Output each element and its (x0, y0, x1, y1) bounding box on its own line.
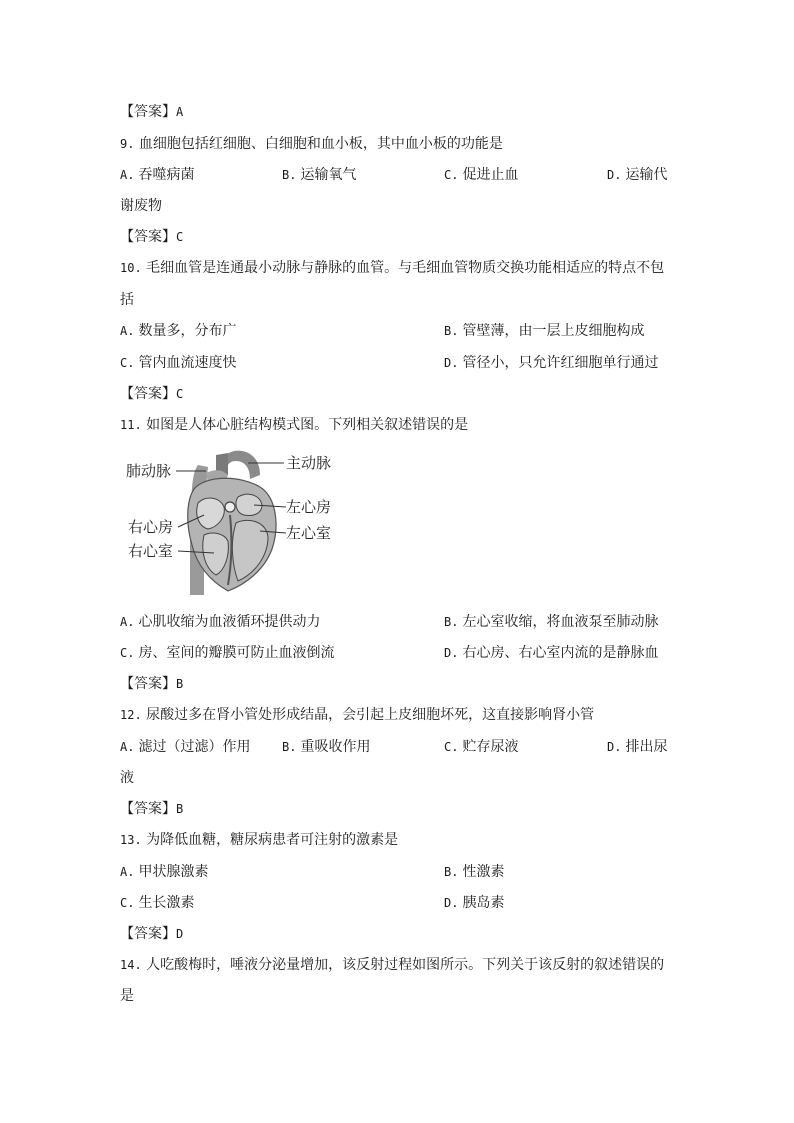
answer-11: 【答案】B (120, 676, 184, 692)
q12-option-d: D. 排出尿 (607, 739, 668, 755)
q12-option-c: C. 贮存尿液 (444, 739, 519, 755)
q13-option-a: A. 甲状腺激素 (120, 864, 209, 880)
answer-12: 【答案】B (120, 801, 184, 817)
question-14-stem-wrap: 是 (120, 988, 134, 1004)
q9-option-d: D. 运输代 (607, 167, 668, 183)
question-11-stem: 11. 如图是人体心脏结构模式图。下列相关叙述错误的是 (120, 417, 469, 433)
q11-option-a: A. 心肌收缩为血液循环提供动力 (120, 614, 321, 630)
q10-option-d: D. 管径小，只允许红细胞单行通过 (444, 355, 659, 371)
q11-option-b: B. 左心室收缩，将血液泵至肺动脉 (444, 614, 659, 630)
q10-option-b: B. 管壁薄，由一层上皮细胞构成 (444, 323, 645, 339)
answer-10: 【答案】C (120, 386, 184, 402)
q11-option-d: D. 右心房、右心室内流的是静脉血 (444, 645, 659, 661)
question-14-stem: 14. 人吃酸梅时，唾液分泌量增加，该反射过程如图所示。下列关于该反射的叙述错误的 (120, 957, 665, 973)
q13-option-b: B. 性激素 (444, 864, 505, 880)
left-ventricle-chamber (232, 520, 268, 581)
q12-option-b: B. 重吸收作用 (282, 739, 371, 755)
question-9-stem: 9. 血细胞包括红细胞、白细胞和血小板，其中血小板的功能是 (120, 136, 503, 152)
label-aorta: 主动脉 (286, 454, 332, 472)
q10-option-a: A. 数量多，分布广 (120, 323, 237, 339)
q9-option-a: A. 吞噬病菌 (120, 167, 195, 183)
q13-option-d: D. 胰岛素 (444, 895, 505, 911)
q12-option-d-wrap: 液 (120, 770, 134, 786)
q9-option-c: C. 促进止血 (444, 167, 519, 183)
q13-option-c: C. 生长激素 (120, 895, 195, 911)
label-left-atrium: 左心房 (286, 498, 332, 516)
label-pulmonary-artery: 肺动脉 (126, 462, 172, 480)
q9-option-d-wrap: 谢废物 (120, 198, 162, 214)
label-right-ventricle: 右心室 (128, 542, 174, 560)
label-left-ventricle: 左心室 (286, 524, 332, 542)
question-10-stem-wrap: 括 (120, 292, 134, 308)
q12-option-a: A. 滤过（过滤）作用 (120, 739, 251, 755)
question-13-stem: 13. 为降低血糖，糖尿病患者可注射的激素是 (120, 832, 399, 848)
q11-option-c: C. 房、室间的瓣膜可防止血液倒流 (120, 645, 335, 661)
valve (225, 502, 235, 512)
label-right-atrium: 右心房 (128, 518, 174, 536)
heart-structure-diagram (120, 445, 360, 595)
answer-9: 【答案】C (120, 229, 184, 245)
q10-option-c: C. 管内血流速度快 (120, 355, 237, 371)
question-12-stem: 12. 尿酸过多在肾小管处形成结晶，会引起上皮细胞坏死，这直接影响肾小管 (120, 707, 595, 723)
answer-8: 【答案】A (120, 104, 184, 120)
question-10-stem: 10. 毛细血管是连通最小动脉与静脉的血管。与毛细血管物质交换功能相适应的特点不包 (120, 260, 665, 276)
answer-13: 【答案】D (120, 926, 184, 942)
q9-option-b: B. 运输氧气 (282, 167, 357, 183)
